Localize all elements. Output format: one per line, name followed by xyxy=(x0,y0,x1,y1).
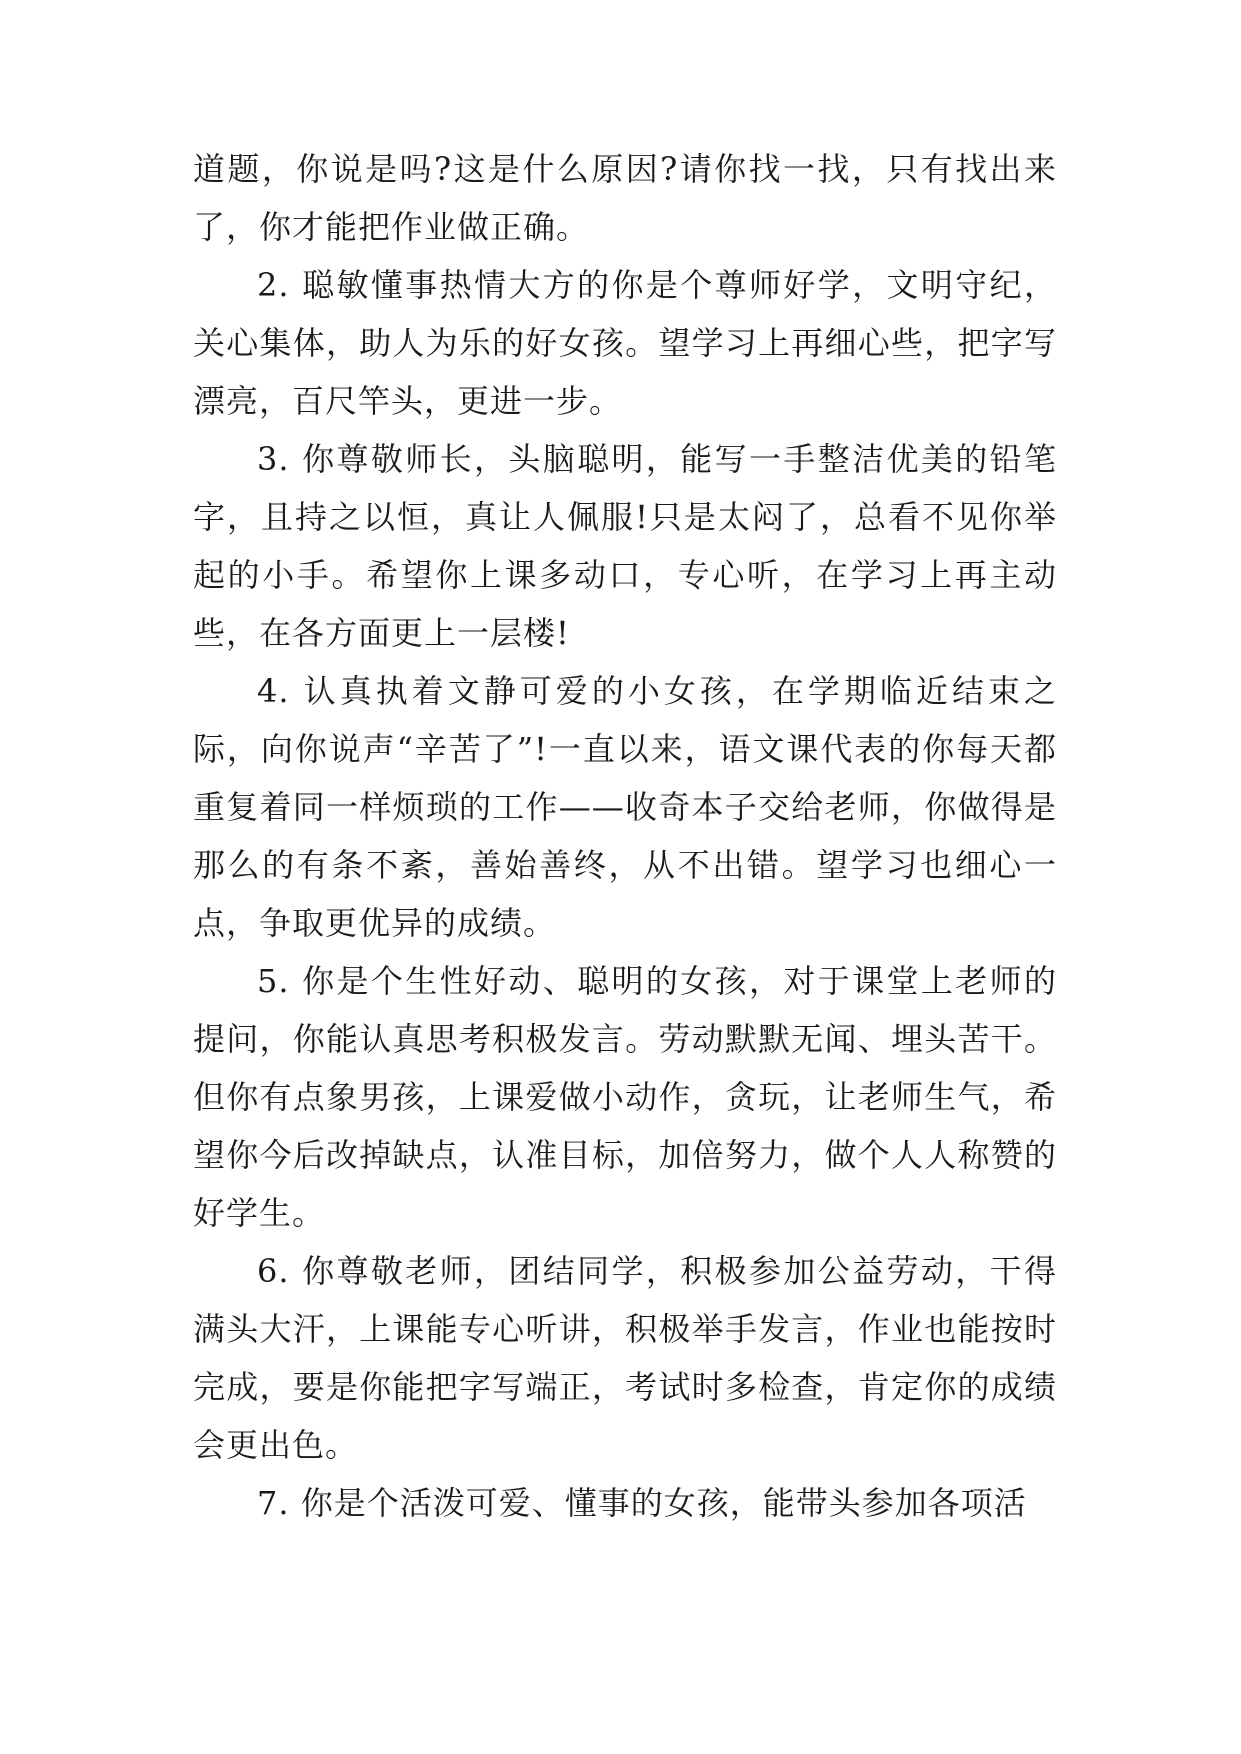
paragraph-continuation: 道题，你说是吗?这是什么原因?请你找一找，只有找出来了，你才能把作业做正确。 xyxy=(193,150,1057,246)
paragraph-comment-5: 5. 你是个生性好动、聪明的女孩，对于课堂上老师的提问，你能认真思考积极发言。劳动默默无闻、埋头苦干。但你有点象男孩，上课爱做小动作，贪玩，让老师生气，希望你今后改掉缺点，认准目标，加倍努力，做个人人称赞的好学生。 xyxy=(193,962,1057,1232)
document-page xyxy=(193,140,1057,1532)
paragraph-comment-4: 4. 认真执着文静可爱的小女孩，在学期临近结束之际，向你说声“辛苦了”!一直以来，语文课代表的你每天都重复着同一样烦琐的工作——收奇本子交给老师，你做得是那么的有条不紊，善始善终，从不出错。望学习也细心一点，争取更优异的成绩。 xyxy=(193,672,1057,942)
paragraph-comment-7: 7. 你是个活泼可爱、懂事的女孩，能带头参加各项活 xyxy=(257,1484,1027,1522)
paragraph-comment-2: 2. 聪敏懂事热情大方的你是个尊师好学，文明守纪，关心集体，助人为乐的好女孩。望学习上再细心些，把字写漂亮，百尺竿头，更进一步。 xyxy=(193,266,1057,420)
paragraph-comment-6: 6. 你尊敬老师，团结同学，积极参加公益劳动，干得满头大汗，上课能专心听讲，积极举手发言，作业也能按时完成，要是你能把字写端正，考试时多检查，肯定你的成绩会更出色。 xyxy=(193,1252,1057,1464)
paragraph-comment-3: 3. 你尊敬师长，头脑聪明，能写一手整洁优美的铅笔字，且持之以恒，真让人佩服!只是太闷了，总看不见你举起的小手。希望你上课多动口，专心听，在学习上再主动些，在各方面更上一层楼! xyxy=(193,440,1057,652)
